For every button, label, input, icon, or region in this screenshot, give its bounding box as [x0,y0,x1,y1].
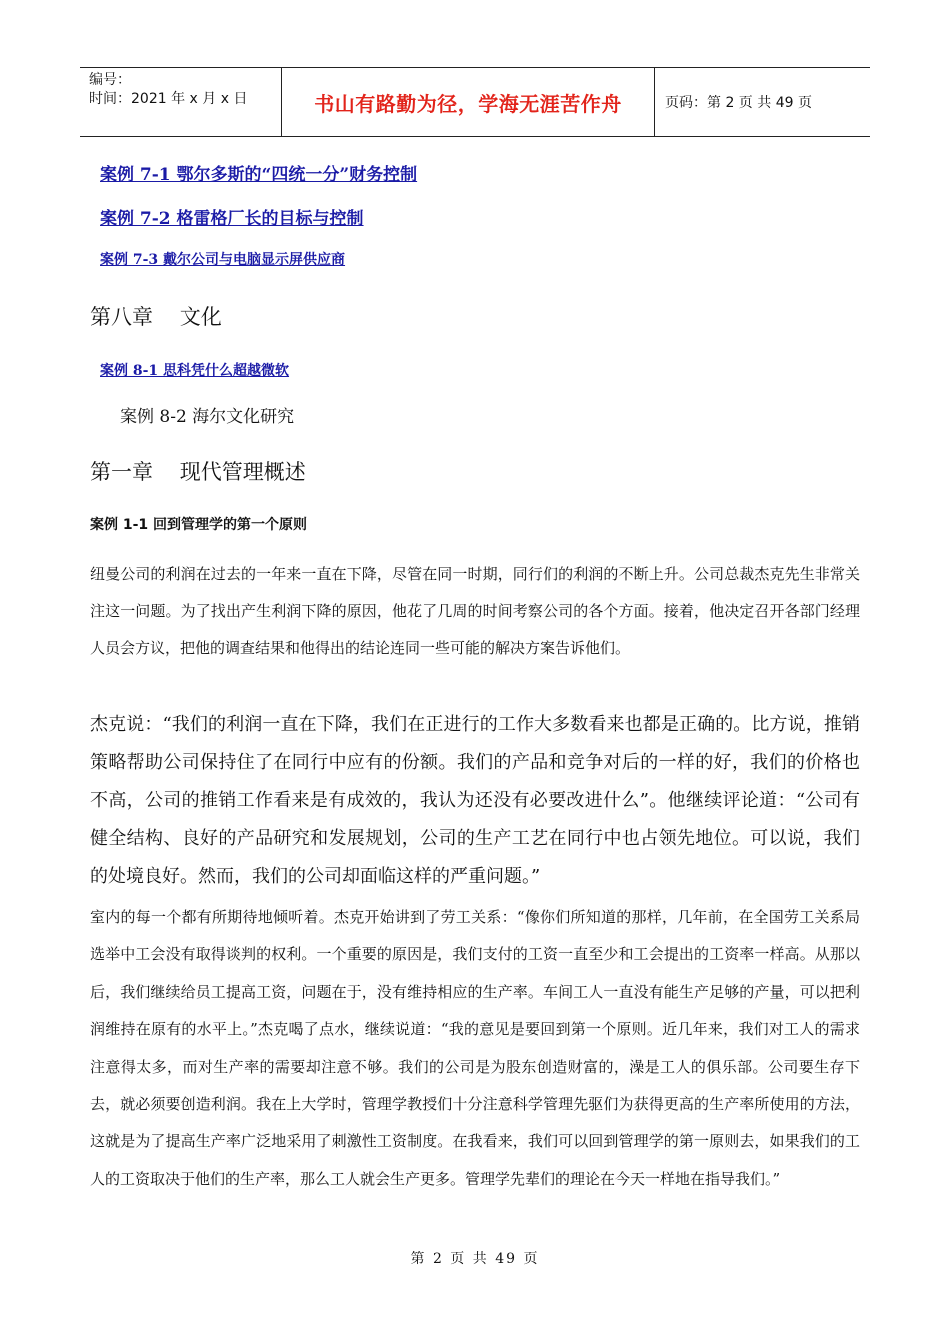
toc-case-8-2: 案例 8-2 海尔文化研究 [120,407,295,427]
toc-link-case-8-1[interactable]: 案例 8-1 思科凭什么超越微软 [100,363,290,379]
case-1-1-heading: 案例 1-1 回到管理学的第一个原则 [90,517,308,533]
header-meta-cell [80,68,282,136]
body-paragraph-1: 纽曼公司的利润在过去的一年来一直在下降，尽管在同一时期，同行们的利润的不断上升。公司总裁杰克先生非常关注这一问题。为了找出产生利润下降的原因，他花了几周的时间考察公司的各个方面。接着，他决定召开各部门经理人员会方议，把他的调查结果和他得出的结论连同一些可能的解决方案告诉他们。 [90,565,860,657]
toc-link-case-7-2[interactable]: 案例 7-2 格雷格厂长的目标与控制 [100,209,364,229]
serial-number-label: 编号： [89,72,131,88]
chapter-1-heading: 第一章 现代管理概述 [90,460,306,484]
chapter-8-heading: 第八章 文化 [90,305,222,329]
toc-link-case-7-3[interactable]: 案例 7-3 戴尔公司与电脑显示屏供应商 [100,252,346,268]
body-paragraph-3: 室内的每一个都有所期待地倾听着。杰克开始讲到了劳工关系：“像你们所知道的那样，几年前，在全国劳工关系局选举中工会没有取得谈判的权利。一个重要的原因是，我们支付的工资一直至少和工会提出的工资率一样高。从那以后，我们继续给员工提高工资，问题在于，没有维持相应的生产率。车间工人一直没有能生产足够的产量，可以把利润维持在原有的水平上。”杰克喝了点水，继续说道：“我的意见是要回到第一个原则。近几年来，我们对工人的需求注意得太多，而对生产率的需要却注意不够。我们的公司是为股东创造财富的，澡是工人的俱乐部。公司要生存下去，就必须要创造利润。我在上大学时，管理学教授们十分注意科学管理先驱们为获得更高的生产率所使用的方法，这就是为了提高生产率广泛地采用了刺激性工资制度。在我看来，我们可以回到管理学的第一原则去，如果我们的工人的工资取决于他们的生产率，那么工人就会生产更多。管理学先辈们的理论在今天一样地在指导我们。” [90,908,860,1188]
page-code-label: 页码：第 2 页 共 49 页 [665,95,812,111]
page-header [80,67,870,137]
header-page-cell [655,68,870,136]
body-paragraph-2: 杰克说：“我们的利润一直在下降，我们在正进行的工作大多数看来也都是正确的。比方说，推销策略帮助公司保持住了在同行中应有的份额。我们的产品和竞争对后的一样的好，我们的价格也不高，公司的推销工作看来是有成效的，我认为还没有必要改进什么”。他继续评论道：“公司有健全结构、良好的产品研究和发展规划，公司的生产工艺在同行中也占领先地位。可以说，我们的处境良好。然而，我们的公司却面临这样的严重问题。” [90,714,860,887]
motto-text: 书山有路勤为径，学海无涯苦作舟 [314,91,622,116]
date-label: 时间：2021 年 x 月 x 日 [89,91,248,107]
header-motto-cell [282,68,655,136]
page-footer: 第 2 页 共 49 页 [410,1251,540,1267]
toc-link-case-7-1[interactable]: 案例 7-1 鄂尔多斯的“四统一分”财务控制 [100,165,418,185]
